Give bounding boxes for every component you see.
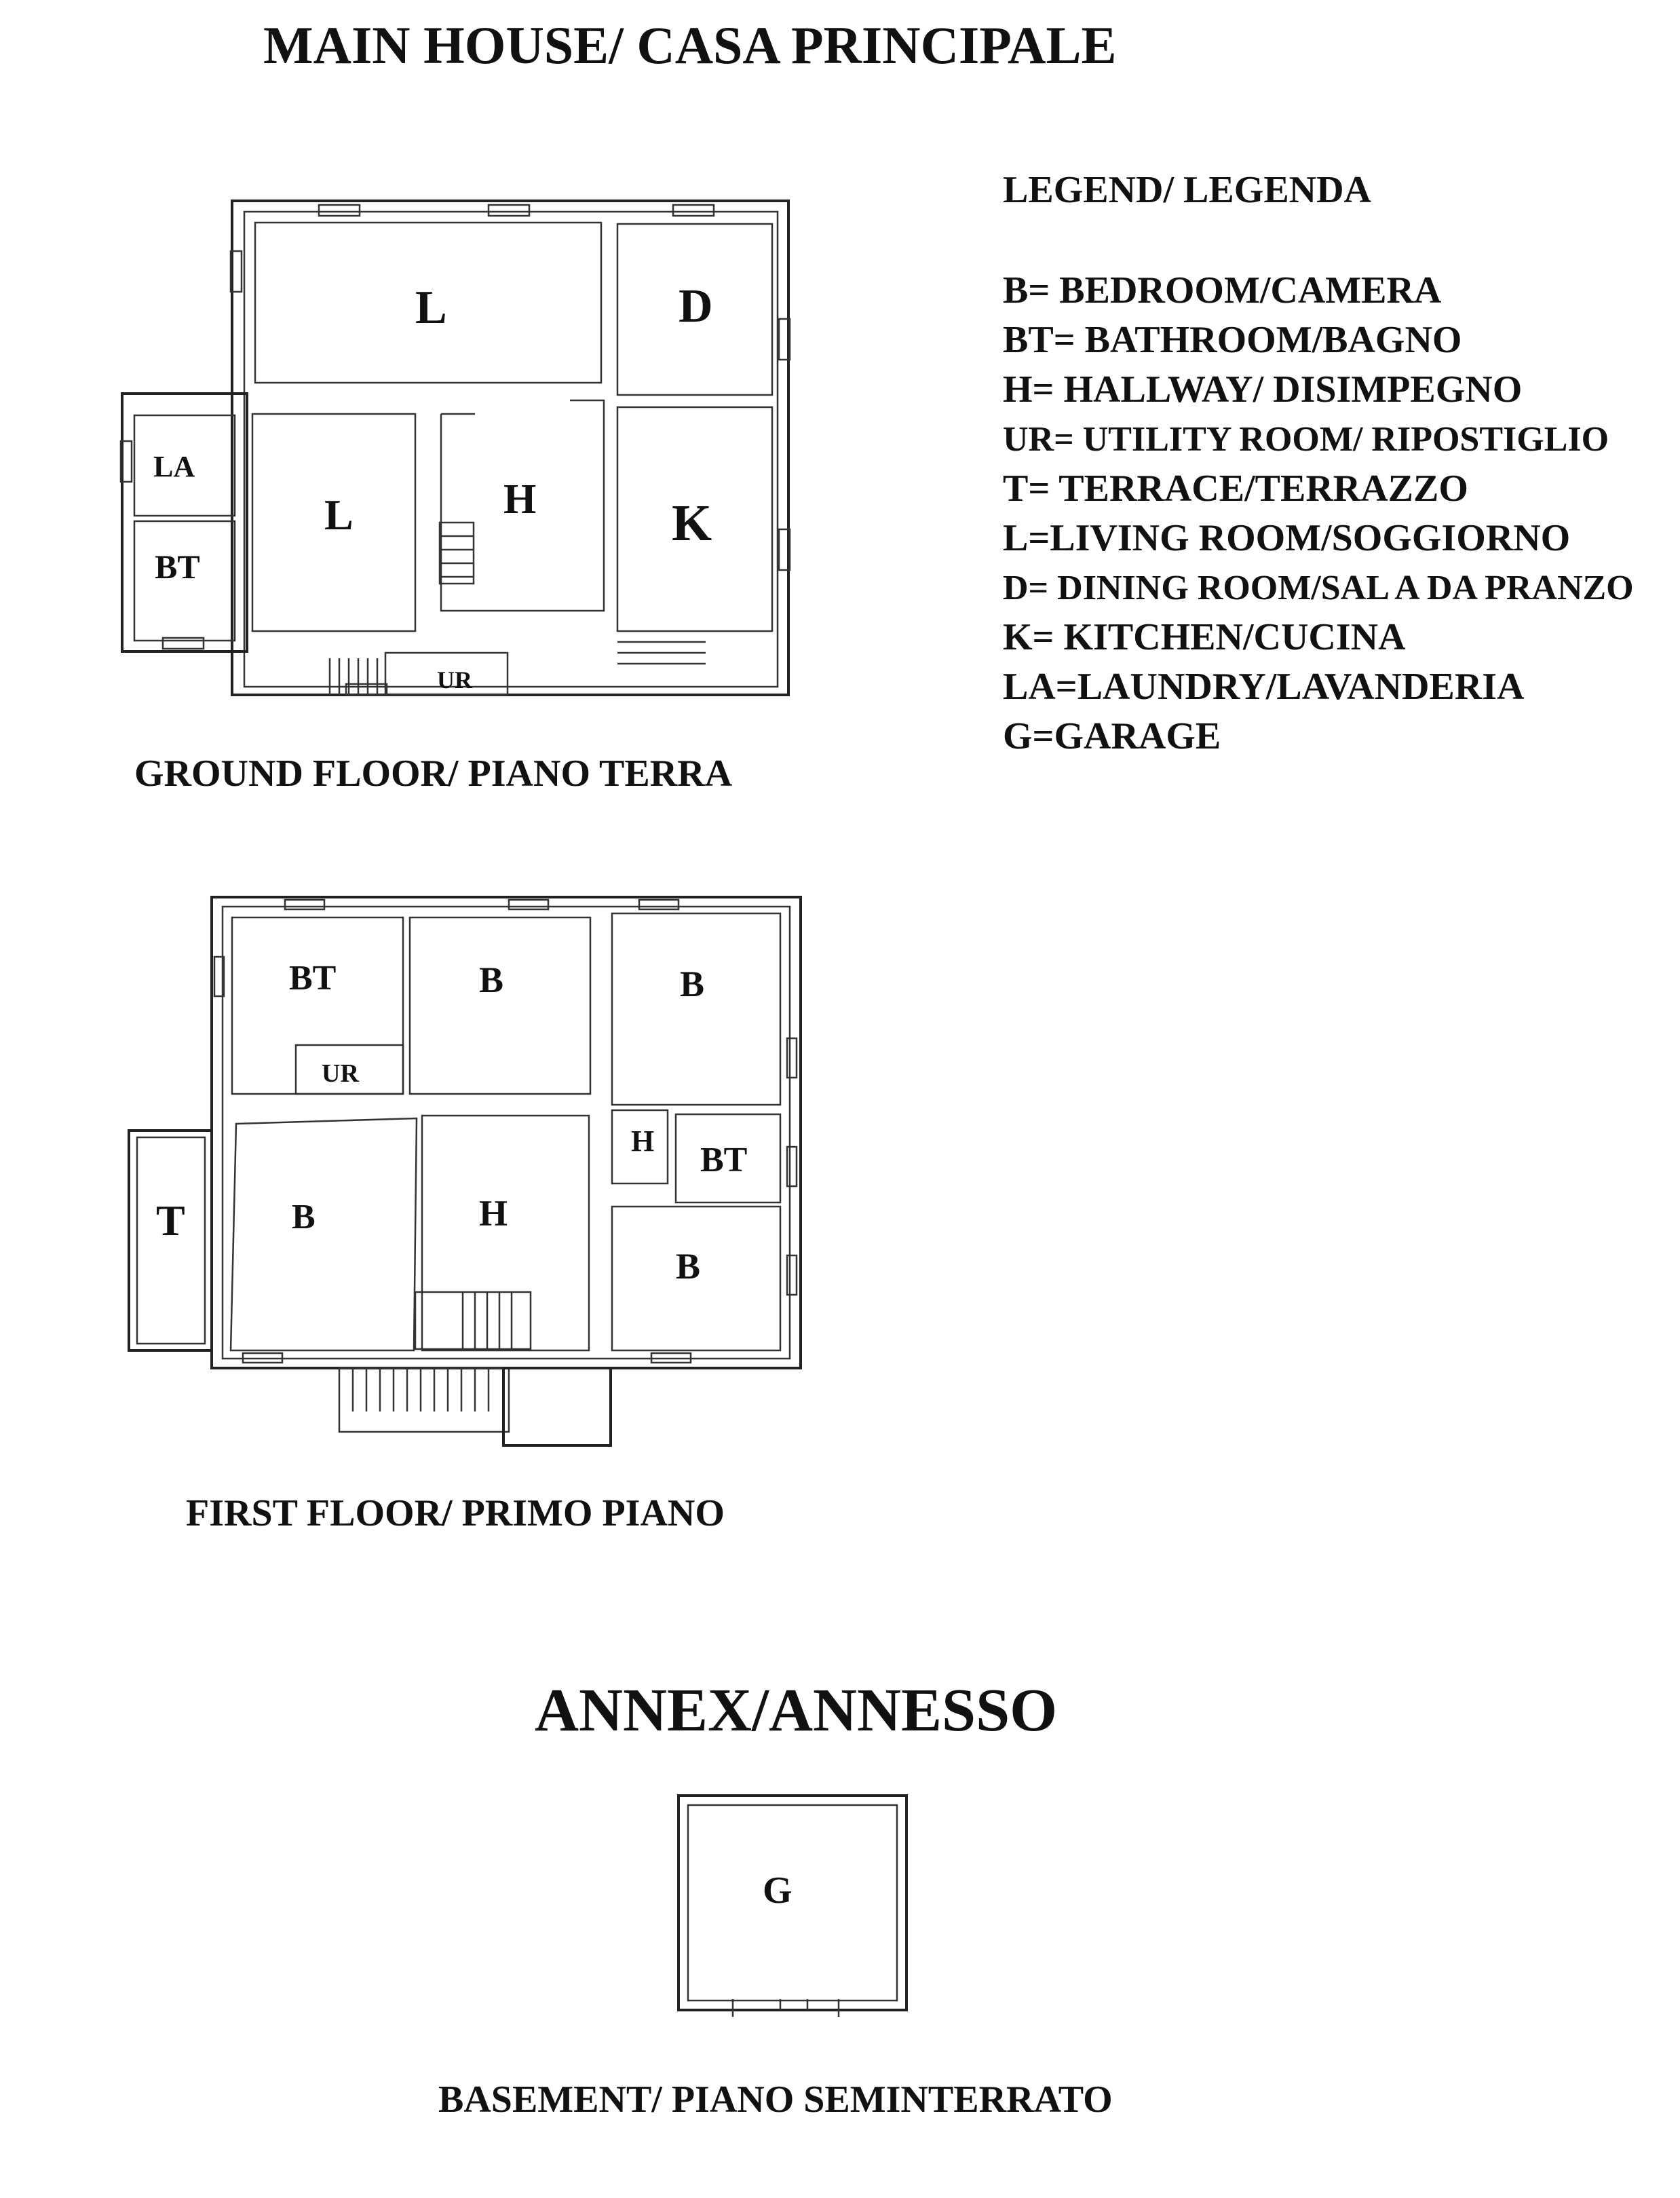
ground-floor-side-wing — [122, 394, 247, 651]
garage-outer-wall — [679, 1796, 906, 2010]
kitchen-steps — [617, 642, 706, 664]
room-label: BT — [289, 959, 337, 998]
first-floor-label: FIRST FLOOR/ PRIMO PIANO — [186, 1492, 725, 1534]
room-label: H — [479, 1193, 508, 1234]
room-label: BT — [700, 1141, 748, 1179]
bedroom-left — [231, 1118, 417, 1350]
room-label: B — [479, 960, 504, 1000]
legend-item: H= HALLWAY/ DISIMPEGNO — [1003, 368, 1523, 411]
room-label: K — [672, 495, 712, 552]
ground-floor-outer-wall — [232, 201, 788, 695]
first-floor-plan — [129, 897, 801, 1445]
first-bathroom — [232, 917, 403, 1094]
room-label: B — [676, 1246, 701, 1287]
room-label: G — [763, 1870, 793, 1912]
bedroom-top-middle — [410, 917, 590, 1094]
legend-item: LA=LAUNDRY/LAVANDERIA — [1003, 666, 1525, 708]
legend-item: K= KITCHEN/CUCINA — [1003, 616, 1406, 658]
annex-plan — [679, 1796, 906, 2017]
garage-door — [733, 1999, 839, 2017]
ground-floor-plan — [121, 201, 790, 695]
bedroom-top-right — [612, 913, 780, 1105]
basement-label: BASEMENT/ PIANO SEMINTERRATO — [438, 2079, 1113, 2121]
room-label: H — [503, 476, 537, 523]
room-label: UR — [322, 1059, 359, 1088]
legend-title: LEGEND/ LEGENDA — [1003, 169, 1371, 211]
legend-item: UR= UTILITY ROOM/ RIPOSTIGLIO — [1003, 420, 1609, 459]
legend-item: BT= BATHROOM/BAGNO — [1003, 319, 1462, 361]
ground-floor-label: GROUND FLOOR/ PIANO TERRA — [134, 753, 733, 795]
legend-item: B= BEDROOM/CAMERA — [1003, 269, 1442, 311]
ground-floor-windows — [121, 205, 790, 695]
legend-item: G=GARAGE — [1003, 715, 1221, 757]
entrance-steps — [330, 658, 377, 695]
room-label: L — [415, 282, 447, 334]
room-label: LA — [153, 450, 195, 483]
ground-stairs — [440, 523, 474, 584]
room-label: BT — [155, 548, 200, 586]
room-label: B — [680, 964, 705, 1004]
first-floor-stairs — [415, 1292, 531, 1349]
room-label: B — [292, 1198, 316, 1236]
legend-item: D= DINING ROOM/SAL A DA PRANZO — [1003, 569, 1634, 607]
main-house-title: MAIN HOUSE/ CASA PRINCIPALE — [263, 16, 1117, 75]
room-label: UR — [437, 666, 472, 694]
garage — [688, 1805, 897, 2001]
room-label: L — [324, 491, 354, 539]
legend-item: T= TERRACE/TERRAZZO — [1003, 468, 1468, 510]
annex-title: ANNEX/ANNESSO — [535, 1677, 1058, 1744]
room-label: T — [156, 1196, 185, 1245]
legend-item: L=LIVING ROOM/SOGGIORNO — [1003, 517, 1571, 559]
room-label: D — [679, 280, 713, 333]
external-stairs — [339, 1368, 611, 1445]
room-label: H — [631, 1124, 655, 1158]
